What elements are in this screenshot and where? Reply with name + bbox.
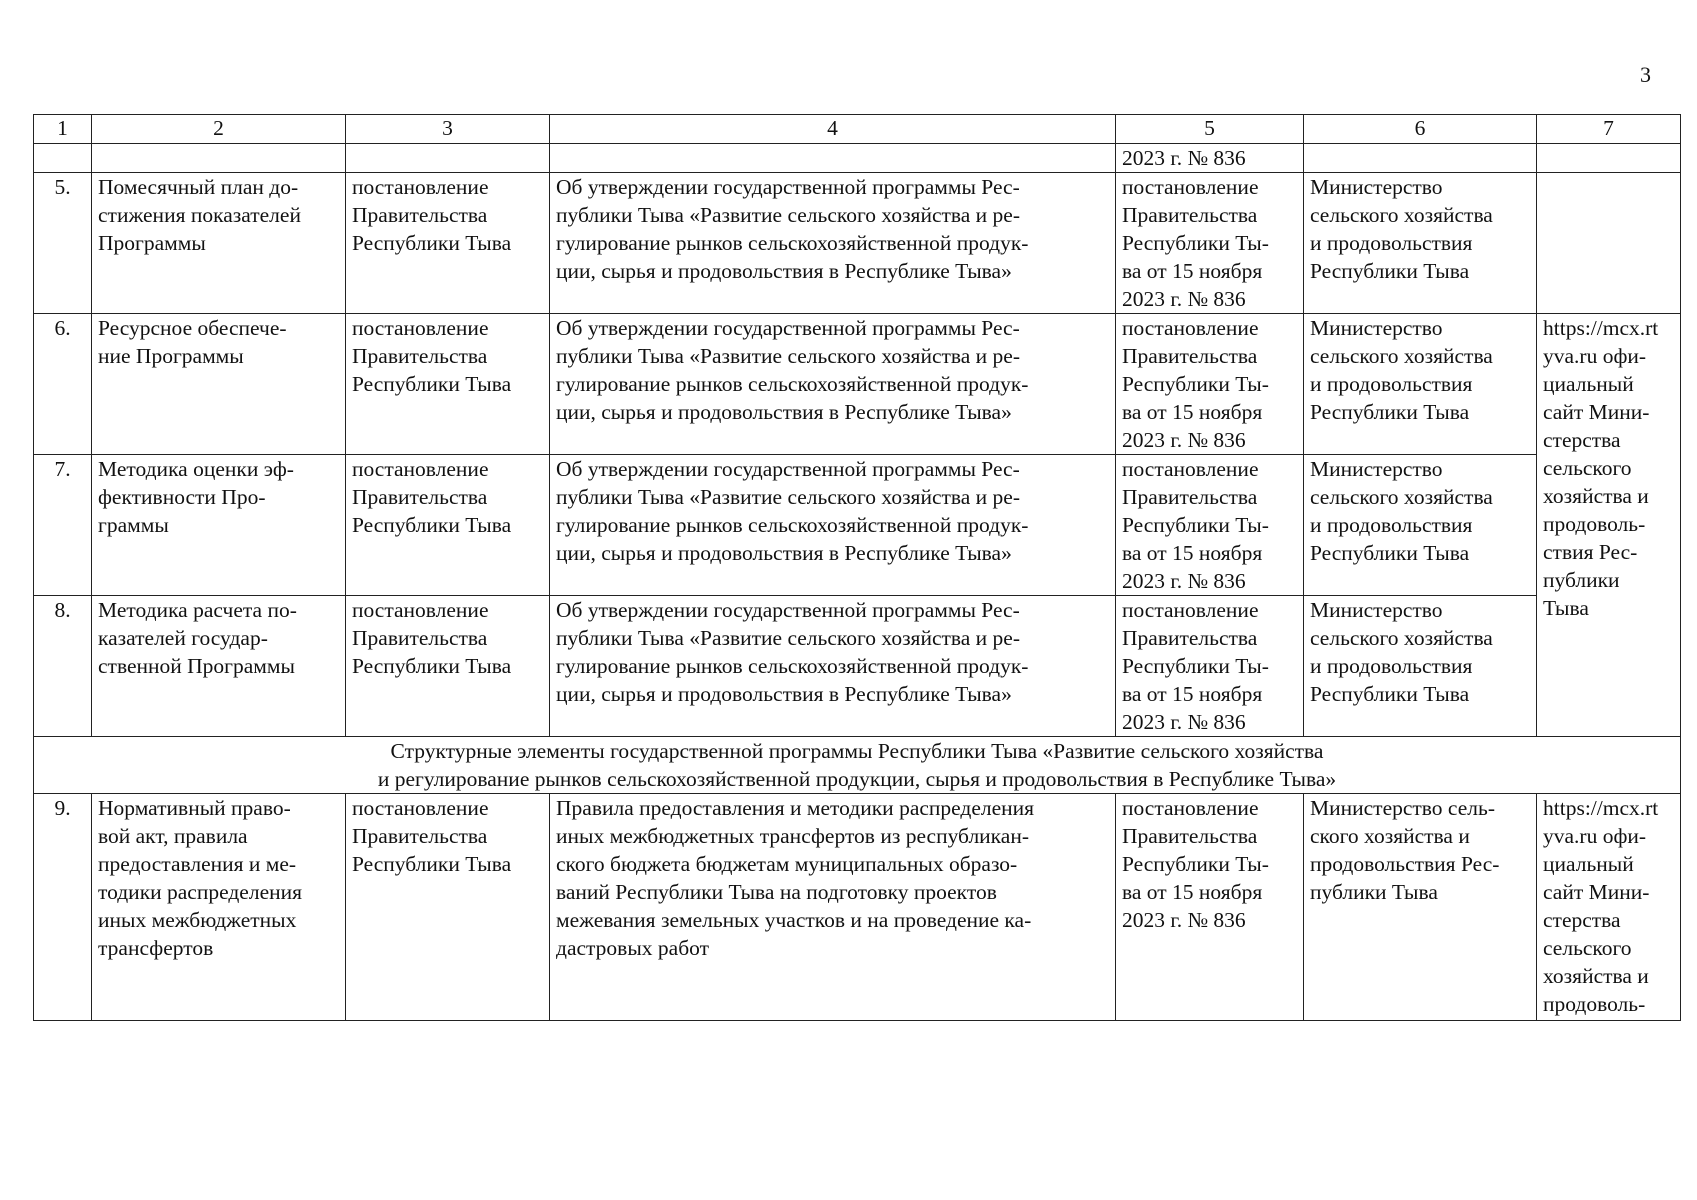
row-number: 5. <box>34 173 92 314</box>
document-title-cell: Об утверждении государственной программы Рес- публики Тыва «Развитие сельского хозяйства и ре- гулирование рынков сельскохозяйственной продук- ции, сырья и продовольствия в Республике Тыва» <box>550 455 1116 596</box>
table-cell <box>92 144 346 173</box>
programs-table <box>33 114 1681 1021</box>
details-cell: постановление Правительства Республики Ты- ва от 15 ноября 2023 г. № 836 <box>1116 173 1304 314</box>
document-type-cell: постановление Правительства Республики Тыва <box>346 794 550 1021</box>
header-cell: 1 <box>34 115 92 144</box>
responsible-cell: Министерство сельского хозяйства и продовольствия Республики Тыва <box>1304 173 1537 314</box>
section-heading: Структурные элементы государственной программы Республики Тыва «Развитие сельского хозяйства и регулирование рынков сельскохозяйственной продукции, сырья и продовольствия в Республике Тыва» <box>34 737 1681 794</box>
details-cell: постановление Правительства Республики Ты- ва от 15 ноября 2023 г. № 836 <box>1116 455 1304 596</box>
document-type-cell: постановление Правительства Республики Тыва <box>346 173 550 314</box>
table-row <box>34 314 1681 455</box>
row-number: 9. <box>34 794 92 1021</box>
header-cell: 4 <box>550 115 1116 144</box>
responsible-cell: Министерство сель- ского хозяйства и продовольствия Рес- публики Тыва <box>1304 794 1537 1021</box>
details-cell: 2023 г. № 836 <box>1116 144 1304 173</box>
column-number-header <box>34 115 1681 144</box>
document-name-cell: Методика расчета по- казателей государ- ственной Программы <box>92 596 346 737</box>
details-cell: постановление Правительства Республики Ты- ва от 15 ноября 2023 г. № 836 <box>1116 794 1304 1021</box>
document-type-cell: постановление Правительства Республики Тыва <box>346 314 550 455</box>
table-cell <box>1304 144 1537 173</box>
details-cell: постановление Правительства Республики Ты- ва от 15 ноября 2023 г. № 836 <box>1116 596 1304 737</box>
document-name-cell: Помесячный план до- стижения показателей Программы <box>92 173 346 314</box>
document-title-cell: Об утверждении государственной программы Рес- публики Тыва «Развитие сельского хозяйства и ре- гулирование рынков сельскохозяйственной продук- ции, сырья и продовольствия в Республике Тыва» <box>550 596 1116 737</box>
document-title-cell: Об утверждении государственной программы Рес- публики Тыва «Развитие сельского хозяйства и ре- гулирование рынков сельскохозяйственной продук- ции, сырья и продовольствия в Республике Тыва» <box>550 173 1116 314</box>
row-number: 7. <box>34 455 92 596</box>
table-cell <box>346 144 550 173</box>
website-link-cell: https://mcx.rt yva.ru офи- циальный сайт Мини- стерства сельского хозяйства и продоволь- <box>1537 794 1681 1021</box>
document-type-cell: постановление Правительства Республики Тыва <box>346 596 550 737</box>
document-name-cell: Нормативный право- вой акт, правила предоставления и ме- тодики распределения иных межбюджетных трансфертов <box>92 794 346 1021</box>
responsible-cell: Министерство сельского хозяйства и продовольствия Республики Тыва <box>1304 314 1537 455</box>
section-heading-row <box>34 737 1681 794</box>
header-cell: 7 <box>1537 115 1681 144</box>
header-cell: 6 <box>1304 115 1537 144</box>
header-cell: 2 <box>92 115 346 144</box>
table-row <box>34 596 1681 737</box>
table-cell <box>34 144 92 173</box>
table-cell <box>550 144 1116 173</box>
document-type-cell: постановление Правительства Республики Тыва <box>346 455 550 596</box>
responsible-cell: Министерство сельского хозяйства и продовольствия Республики Тыва <box>1304 596 1537 737</box>
header-cell: 3 <box>346 115 550 144</box>
header-cell: 5 <box>1116 115 1304 144</box>
page-number: 3 <box>1640 62 1651 87</box>
document-title-cell: Правила предоставления и методики распределения иных межбюджетных трансфертов из республикан- ского бюджета бюджетам муниципальных образо- ваний Республики Тыва на подготовку проектов межевания земельных участков и на проведение ка- дастровых работ <box>550 794 1116 1021</box>
table-row <box>34 794 1681 1021</box>
table-row <box>34 173 1681 314</box>
row-number: 8. <box>34 596 92 737</box>
continued-row <box>34 144 1681 173</box>
responsible-cell: Министерство сельского хозяйства и продовольствия Республики Тыва <box>1304 455 1537 596</box>
table-cell <box>1537 144 1681 173</box>
website-link-cell: https://mcx.rt yva.ru офи- циальный сайт Мини- стерства сельского хозяйства и продоволь- ствия Рес- публики Тыва <box>1537 314 1681 737</box>
document-title-cell: Об утверждении государственной программы Рес- публики Тыва «Развитие сельского хозяйства и ре- гулирование рынков сельскохозяйственной продук- ции, сырья и продовольствия в Республике Тыва» <box>550 314 1116 455</box>
table-row <box>34 455 1681 596</box>
document-name-cell: Ресурсное обеспече- ние Программы <box>92 314 346 455</box>
link-cell <box>1537 173 1681 314</box>
document-name-cell: Методика оценки эф- фективности Про- граммы <box>92 455 346 596</box>
row-number: 6. <box>34 314 92 455</box>
details-cell: постановление Правительства Республики Ты- ва от 15 ноября 2023 г. № 836 <box>1116 314 1304 455</box>
